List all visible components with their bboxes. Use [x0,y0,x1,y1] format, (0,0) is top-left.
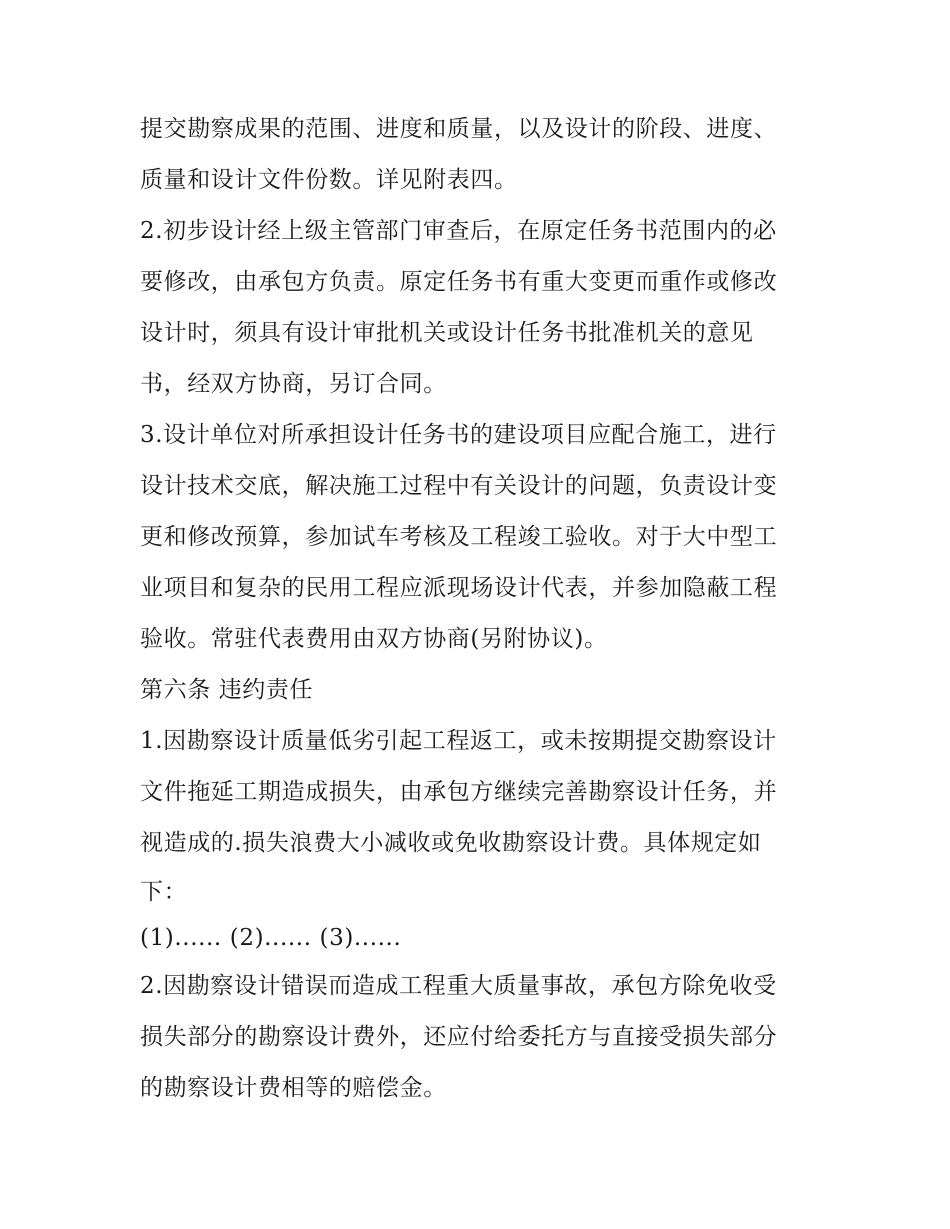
text-line: 的勘察设计费相等的赔偿金。 [140,1075,447,1101]
text-line: 设计技术交底，解决施工过程中有关设计的问题，负责设计变 [140,473,778,499]
text-line: 2.因勘察设计错误而造成工程重大质量事故，承包方除免收受 [140,973,777,999]
text-line: 损失部分的勘察设计费外，还应付给委托方与直接受损失部分 [140,1024,778,1050]
text-line: 更和修改预算，参加试车考核及工程竣工验收。对于大中型工 [140,524,778,550]
text-line: 提交勘察成果的范围、进度和质量，以及设计的阶段、进度、 [140,116,778,142]
text-line: 质量和设计文件份数。详见附表四。 [140,167,518,193]
text-line: 验收。常驻代表费用由双方协商(另附协议)。 [140,626,608,652]
text-line: 要修改，由承包方负责。原定任务书有重大变更而重作或修改 [140,269,778,295]
text-line: 2.初步设计经上级主管部门审查后，在原定任务书范围内的必 [140,218,777,244]
text-line: 1.因勘察设计质量低劣引起工程返工，或未按期提交勘察设计 [140,728,777,754]
text-line: 书，经双方协商，另订合同。 [140,371,447,397]
text-line: 视造成的.损失浪费大小减收或免收勘察设计费。具体规定如 [140,830,762,856]
text-line: 文件拖延工期造成损失，由承包方继续完善勘察设计任务，并 [140,779,778,805]
text-line: 业项目和复杂的民用工程应派现场设计代表，并参加隐蔽工程 [140,575,778,601]
section-heading: 第六条 违约责任 [140,677,314,703]
text-line: 设计时，须具有设计审批机关或设计任务书批准机关的意见 [140,320,754,346]
text-line: 3.设计单位对所承担设计任务书的建设项目应配合施工，进行 [140,422,777,448]
text-line: 下： [140,879,188,905]
text-line: (1)...... (2)...... (3)...... [140,925,402,951]
